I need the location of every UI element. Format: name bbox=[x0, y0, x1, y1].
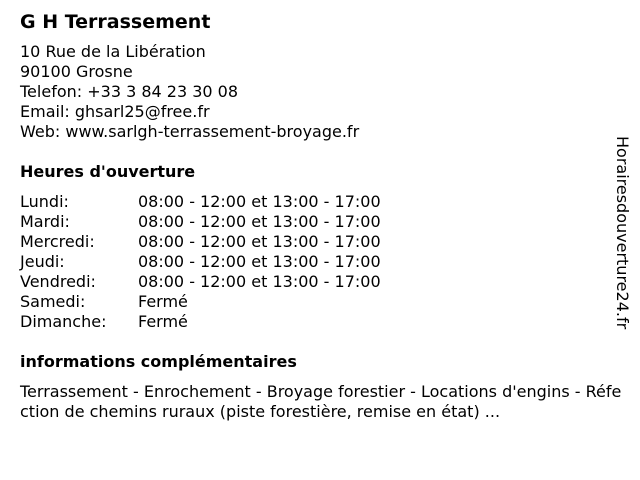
email-text: Email: ghsarl25@free.fr bbox=[20, 102, 210, 121]
day-label: Samedi: bbox=[20, 292, 86, 311]
hours-row bbox=[20, 272, 610, 292]
day-label: Dimanche: bbox=[20, 312, 107, 331]
hours-table bbox=[20, 192, 610, 332]
contact-block bbox=[20, 42, 610, 142]
time-value: 08:00 - 12:00 et 13:00 - 17:00 bbox=[138, 192, 381, 211]
day-label: Jeudi: bbox=[20, 252, 65, 271]
hours-row bbox=[20, 212, 610, 232]
day-label: Mardi: bbox=[20, 212, 70, 231]
phone-text: Telefon: +33 3 84 23 30 08 bbox=[20, 82, 239, 101]
info-heading: informations complémentaires bbox=[20, 352, 297, 371]
site-watermark: Horairesdouverture24.fr bbox=[613, 136, 632, 330]
address-line-2: 90100 Grosne bbox=[20, 62, 133, 81]
time-value: Fermé bbox=[138, 292, 188, 311]
hours-heading: Heures d'ouverture bbox=[20, 162, 196, 181]
day-label: Lundi: bbox=[20, 192, 69, 211]
time-value: 08:00 - 12:00 et 13:00 - 17:00 bbox=[138, 272, 381, 291]
address-line-1: 10 Rue de la Libération bbox=[20, 42, 206, 61]
business-name: G H Terrassement bbox=[20, 11, 211, 33]
time-value: 08:00 - 12:00 et 13:00 - 17:00 bbox=[138, 252, 381, 271]
hours-row bbox=[20, 312, 610, 332]
hours-row bbox=[20, 232, 610, 252]
hours-row bbox=[20, 292, 610, 312]
time-value: Fermé bbox=[138, 312, 188, 331]
time-value: 08:00 - 12:00 et 13:00 - 17:00 bbox=[138, 232, 381, 251]
hours-row bbox=[20, 252, 610, 272]
business-card bbox=[20, 10, 622, 422]
day-label: Mercredi: bbox=[20, 232, 95, 251]
day-label: Vendredi: bbox=[20, 272, 96, 291]
time-value: 08:00 - 12:00 et 13:00 - 17:00 bbox=[138, 212, 381, 231]
hours-row bbox=[20, 192, 610, 212]
website-text: Web: www.sarlgh-terrassement-broyage.fr bbox=[20, 122, 360, 141]
info-description: Terrassement - Enrochement - Broyage forestier - Locations d'engins - Réfection de chemins ruraux (piste forestière, remise en état) ... bbox=[20, 382, 622, 421]
